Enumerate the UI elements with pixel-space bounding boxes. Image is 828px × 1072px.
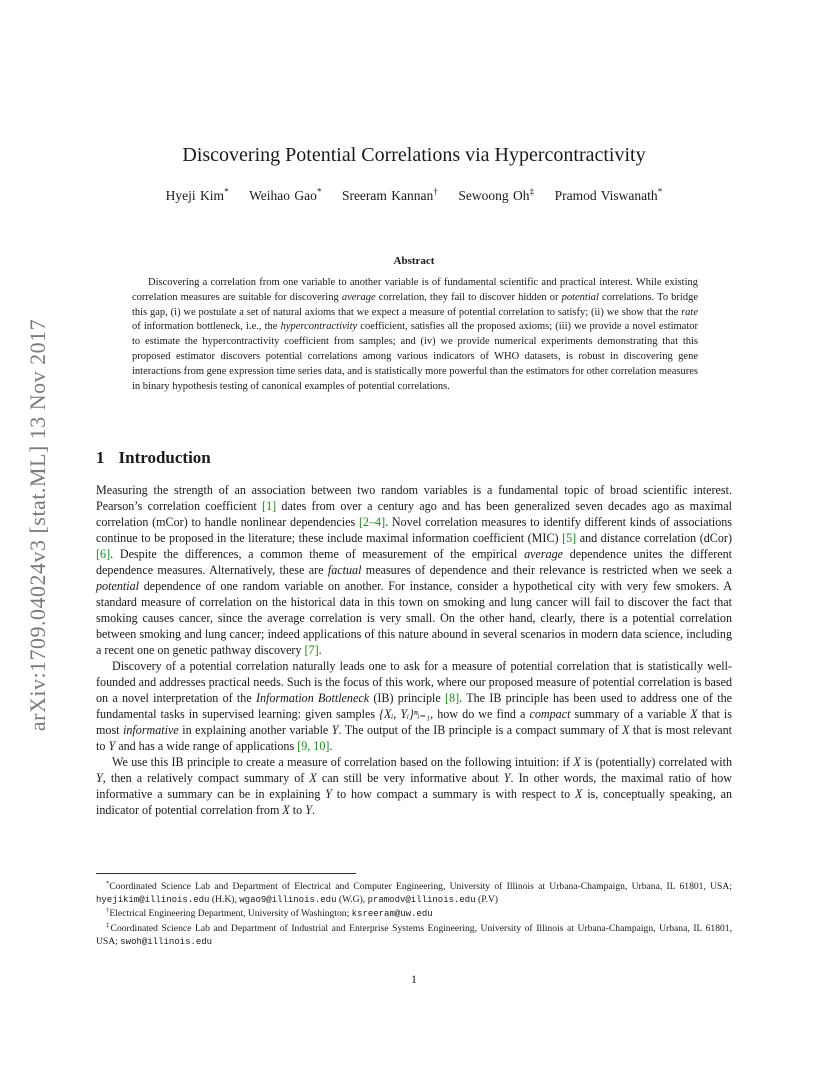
- citation-link[interactable]: [6]: [96, 547, 111, 561]
- paragraph: Measuring the strength of an association between two random variables is a fundamental topic of broad scientific interest. Pearson’s correlation coefficient [1] dates from over a century ago and has been generalized seven decades ago as maximal correlation (mCor) to handle nonlinear dependencies [2–4]. Novel correlation measures to identify different kinds of associations continue to be proposed in the literature; these include maximal information coefficient (MIC) [5] and distance correlation (dCor) [6]. Despite the differences, a common theme of measurement of the empirical average dependence unites the different dependence measures. Alternatively, these are factual measures of dependence and their relevance is restricted when we seek a potential dependence of one random variable on another. For instance, consider a hypothetical city with very few smokers. A standard measure of correlation on the historical data in this town on smoking and lung cancer will fail to discover the fact that smoking causes cancer, since the average correlation is very small. On the other hand, clearly, there is a potential correlation between smoking and lung cancer; indeed applications of this nature abound in several scenarios in modern data science, including a recent one on genetic pathway discovery [7].: [96, 483, 733, 657]
- citation-link[interactable]: [2–4]: [358, 515, 386, 529]
- section-heading: [96, 448, 211, 468]
- footnotes: [96, 880, 732, 949]
- author: Weihao Gao*: [249, 187, 322, 203]
- abstract-heading: Abstract: [393, 255, 435, 267]
- footnote-divider: [96, 873, 356, 874]
- citation-link[interactable]: [7]: [304, 643, 319, 657]
- email-address: hyejikim@illinois.edu: [96, 895, 210, 906]
- author-list: [0, 188, 828, 204]
- citation-link[interactable]: [1]: [262, 499, 277, 513]
- footnote: *Coordinated Science Lab and Department of Electrical and Computer Engineering, University of Illinois at Urbana-Champaign, Urbana, IL 61801, USA; hyejikim@illinois.edu (H.K), wgao9@illinois.edu (W.G), pramodv@illinois.edu (P.V): [96, 879, 732, 906]
- footnote: ‡Coordinated Science Lab and Department of Industrial and Enterprise Systems Engineering, University of Illinois at Urbana-Champaign, Urbana, IL 61801, USA; swoh@illinois.edu: [96, 921, 732, 947]
- arxiv-identifier: arXiv:1709.04024v3 [stat.ML] 13 Nov 2017: [25, 318, 51, 732]
- citation-link[interactable]: [8]: [445, 691, 460, 705]
- author: Hyeji Kim*: [165, 187, 229, 203]
- author: Pramod Viswanath*: [554, 187, 663, 203]
- email-address: wgao9@illinois.edu: [239, 895, 337, 906]
- section-title: Introduction: [118, 448, 211, 467]
- citation-link[interactable]: [5]: [562, 531, 577, 545]
- footnote: †Electrical Engineering Department, University of Washington; ksreeram@uw.edu: [106, 907, 433, 920]
- author: Sreeram Kannan†: [341, 187, 438, 203]
- email-address: pramodv@illinois.edu: [367, 895, 476, 906]
- author: Sewoong Oh‡: [458, 187, 535, 203]
- abstract-text: Discovering a correlation from one variable to another variable is of fundamental scientific and practical interest. While existing correlation measures are suitable for discovering average correlation, they fail to discover hidden or potential correlations. To bridge this gap, (i) we postulate a set of natural axioms that we expect a measure of potential correlation to satisfy; (ii) we show that the rate of information bottleneck, i.e., the hypercontractivity coefficient, satisfies all the proposed axioms; (iii) we provide a novel estimator to estimate the hypercontractivity coefficient from samples; and (iv) we provide numerical experiments demonstrating that this proposed estimator discovers potential correlations among various indicators of WHO datasets, is robust in discovering gene interactions from gene expression time series data, and is statistically more powerful than the estimators for other correlation measures in binary hypothesis testing of canonical examples of potential correlations.: [132, 277, 698, 392]
- email-address: ksreeram@uw.edu: [351, 909, 433, 920]
- paragraph: Discovery of a potential correlation naturally leads one to ask for a measure of potential correlation that is statistically well-founded and addresses practical needs. Such is the focus of this work, where our proposed measure of potential correlation is based on a novel interpretation of the Information Bottleneck (IB) principle [8]. The IB principle has been used to address one of the fundamental tasks in supervised learning: given samples {Xᵢ, Yᵢ}ⁿᵢ₌₁, how do we find a compact summary of a variable X that is most informative in explaining another variable Y. The output of the IB principle is a compact summary of X that is most relevant to Y and has a wide range of applications [9, 10].: [96, 659, 732, 753]
- email-address: swoh@illinois.edu: [120, 936, 213, 947]
- section-number: 1: [96, 448, 105, 467]
- citation-link[interactable]: [9, 10]: [297, 739, 330, 753]
- paper-title: Discovering Potential Correlations via Hypercontractivity: [182, 144, 646, 166]
- page-number: 1: [411, 972, 417, 986]
- introduction-body: [96, 482, 732, 818]
- arxiv-sidebar: [6, 270, 70, 780]
- paragraph: We use this IB principle to create a measure of correlation based on the following intuition: if X is (potentially) correlated with Y, then a relatively compact summary of X can still be very informative about Y. In other words, the maximal ratio of how informative a summary can be in explaining Y to how compact a summary is with respect to X is, conceptually speaking, an indicator of potential correlation from X to Y.: [96, 755, 732, 817]
